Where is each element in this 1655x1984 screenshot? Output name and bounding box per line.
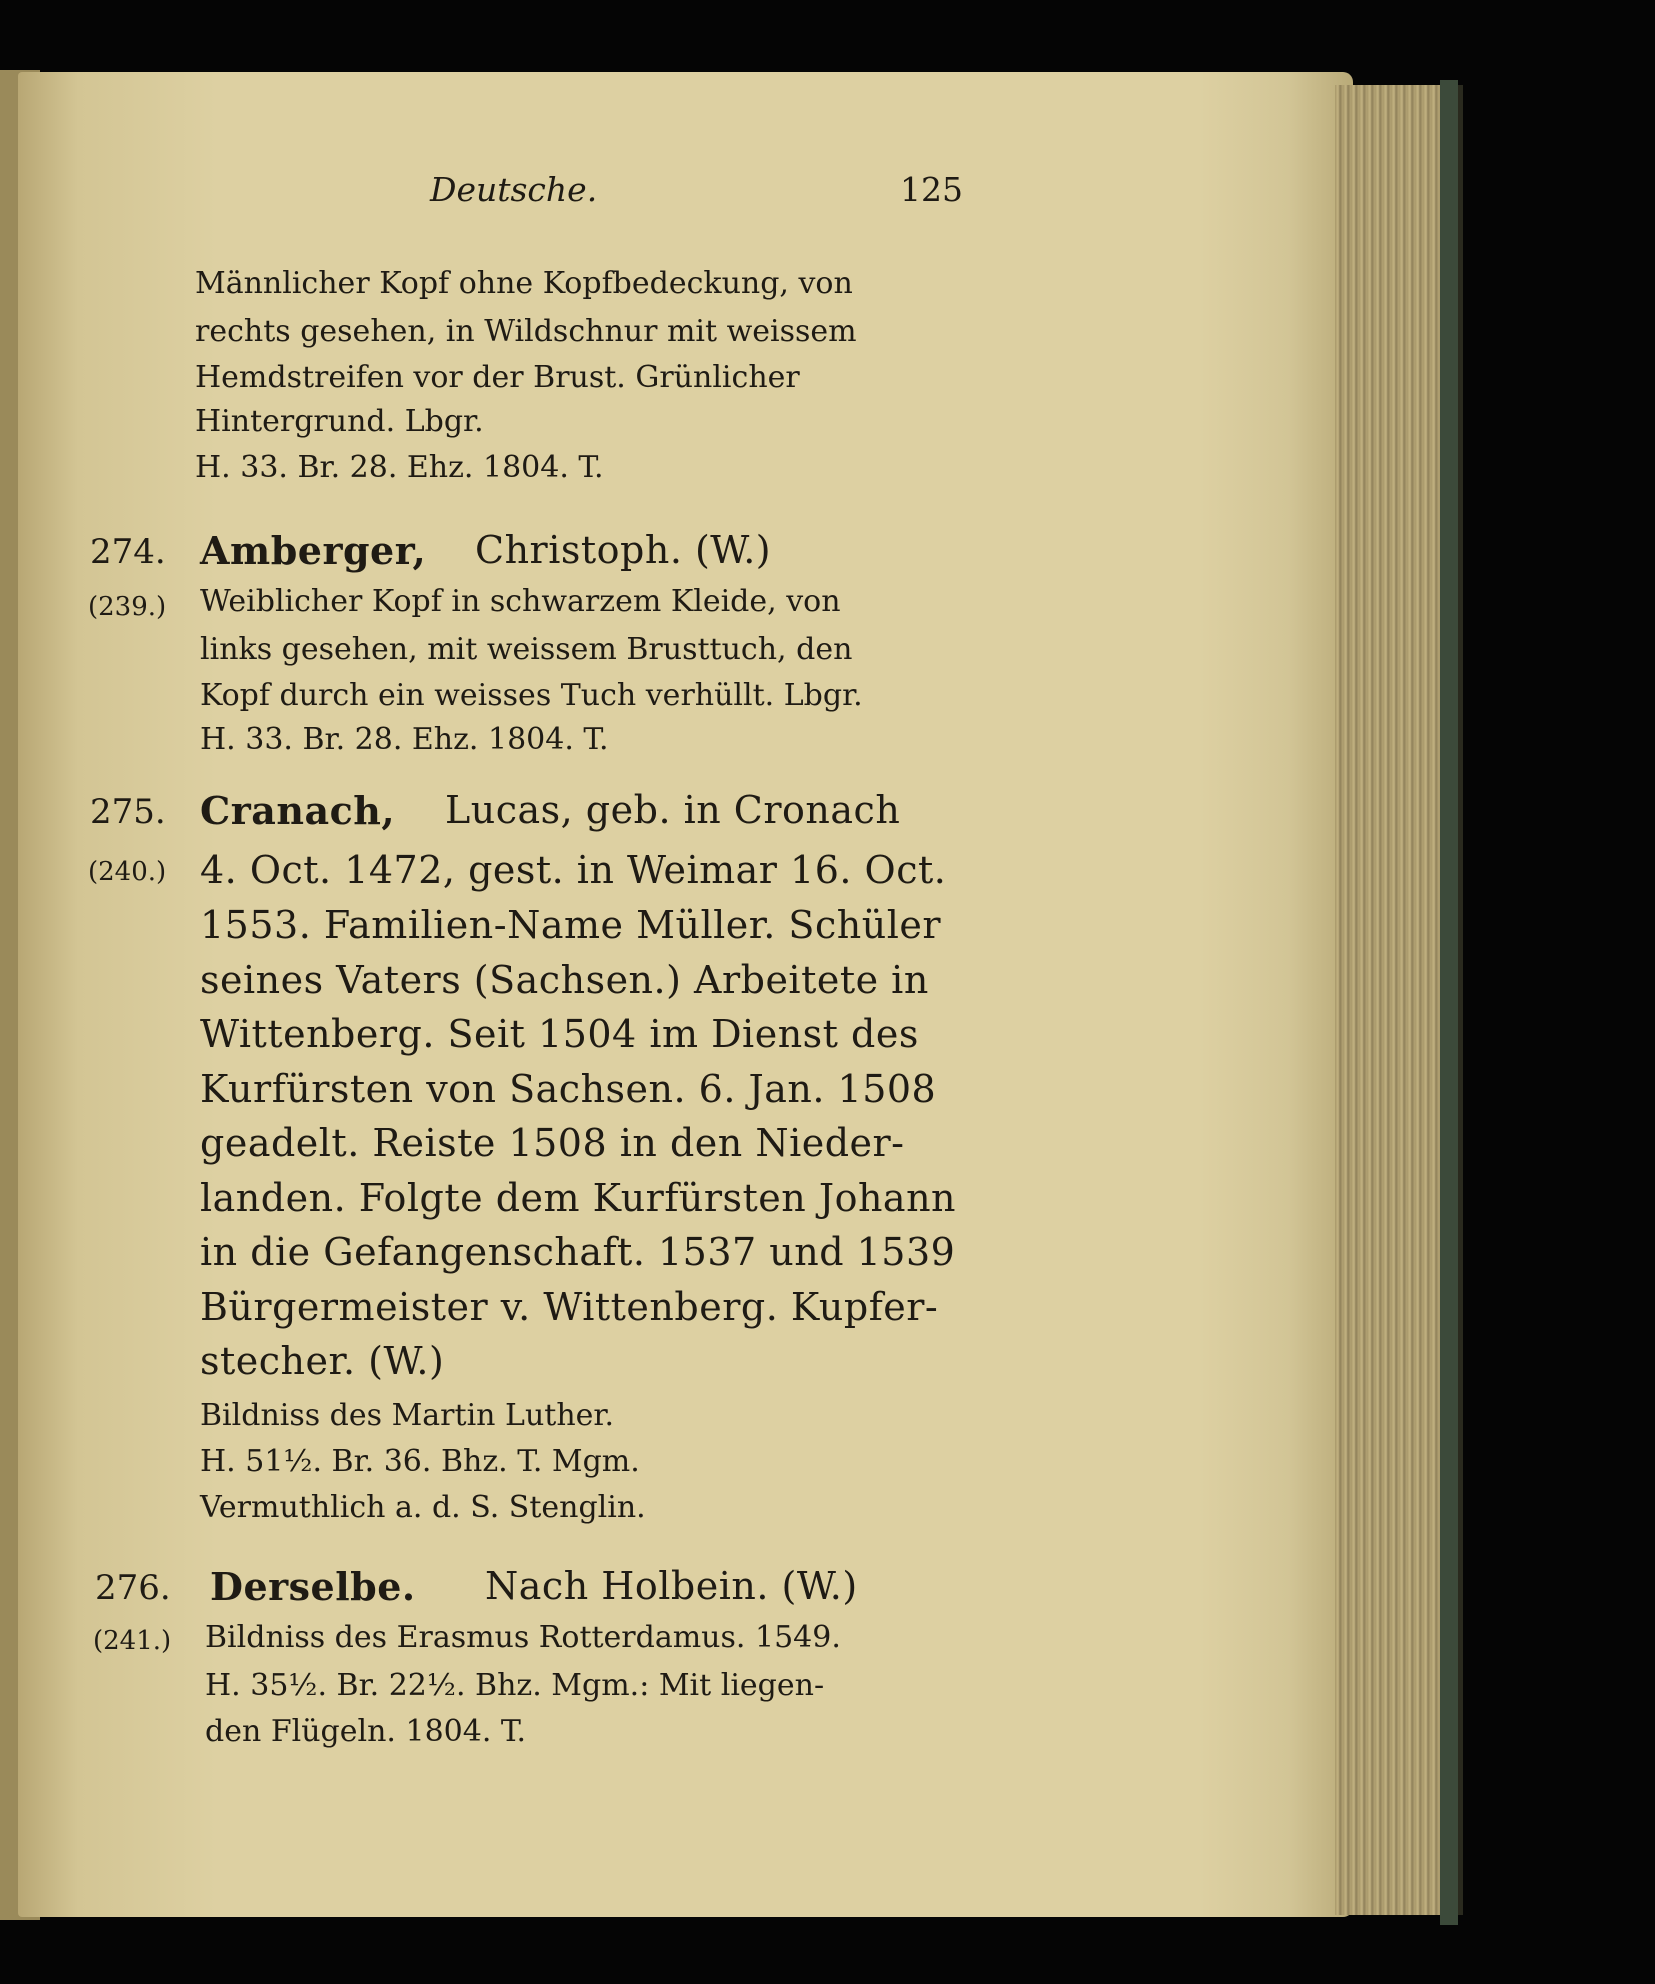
bio-line: 4. Oct. 1472, gest. in Weimar 16. Oct.: [200, 848, 947, 892]
entry-line: Bildniss des Martin Luther.: [200, 1398, 614, 1433]
intro-line: Männlicher Kopf ohne Kopfbedeckung, von: [195, 266, 853, 301]
bio-line: seines Vaters (Sachsen.) Arbeitete in: [200, 958, 929, 1002]
old-number: (240.): [88, 857, 167, 887]
entry-line: Kopf durch ein weisses Tuch verhüllt. Lbgr.: [200, 678, 863, 713]
old-number: (239.): [88, 592, 167, 622]
book-spine-edge: [1440, 80, 1458, 1925]
entry-line: Vermuthlich a. d. S. Stenglin.: [200, 1490, 646, 1525]
bio-line: 1553. Familien-Name Müller. Schüler: [200, 903, 942, 947]
bio-line: geadelt. Reiste 1508 in den Nieder-: [200, 1121, 905, 1165]
entry-line: H. 51½. Br. 36. Bhz. T. Mgm.: [200, 1444, 640, 1479]
page-number: 125: [900, 170, 963, 209]
running-head-title: Deutsche.: [430, 170, 598, 209]
bio-line: in die Gefangenschaft. 1537 und 1539: [200, 1230, 956, 1274]
entry-line: den Flügeln. 1804. T.: [205, 1714, 527, 1749]
entry-number: 275.: [90, 792, 166, 832]
entry-heading: Christoph. (W.): [475, 528, 772, 572]
artist-name: Cranach,: [200, 788, 396, 833]
bio-line: stecher. (W.): [200, 1339, 445, 1383]
entry-number: 276.: [95, 1568, 171, 1608]
entry-line: H. 35½. Br. 22½. Bhz. Mgm.: Mit liegen-: [205, 1668, 825, 1703]
intro-line: rechts gesehen, in Wildschnur mit weissem: [195, 314, 857, 349]
entry-heading: Lucas, geb. in Cronach: [445, 788, 901, 832]
entry-heading: Nach Holbein. (W.): [485, 1564, 858, 1608]
bio-line: Bürgermeister v. Wittenberg. Kupfer-: [200, 1285, 939, 1329]
intro-line: Hintergrund. Lbgr.: [195, 404, 484, 439]
artist-name: Derselbe.: [210, 1564, 416, 1609]
intro-line: H. 33. Br. 28. Ehz. 1804. T.: [195, 450, 604, 485]
intro-line: Hemdstreifen vor der Brust. Grünlicher: [195, 360, 800, 395]
entry-number: 274.: [90, 532, 166, 572]
entry-line: H. 33. Br. 28. Ehz. 1804. T.: [200, 722, 609, 757]
entry-line: Weiblicher Kopf in schwarzem Kleide, von: [200, 584, 841, 619]
artist-name: Amberger,: [200, 528, 427, 573]
old-number: (241.): [93, 1626, 172, 1656]
bio-line: landen. Folgte dem Kurfürsten Johann: [200, 1176, 957, 1220]
bio-line: Wittenberg. Seit 1504 im Dienst des: [200, 1012, 919, 1056]
bio-line: Kurfürsten von Sachsen. 6. Jan. 1508: [200, 1067, 937, 1111]
entry-line: links gesehen, mit weissem Brusttuch, den: [200, 632, 853, 667]
entry-line: Bildniss des Erasmus Rotterdamus. 1549.: [205, 1620, 841, 1655]
